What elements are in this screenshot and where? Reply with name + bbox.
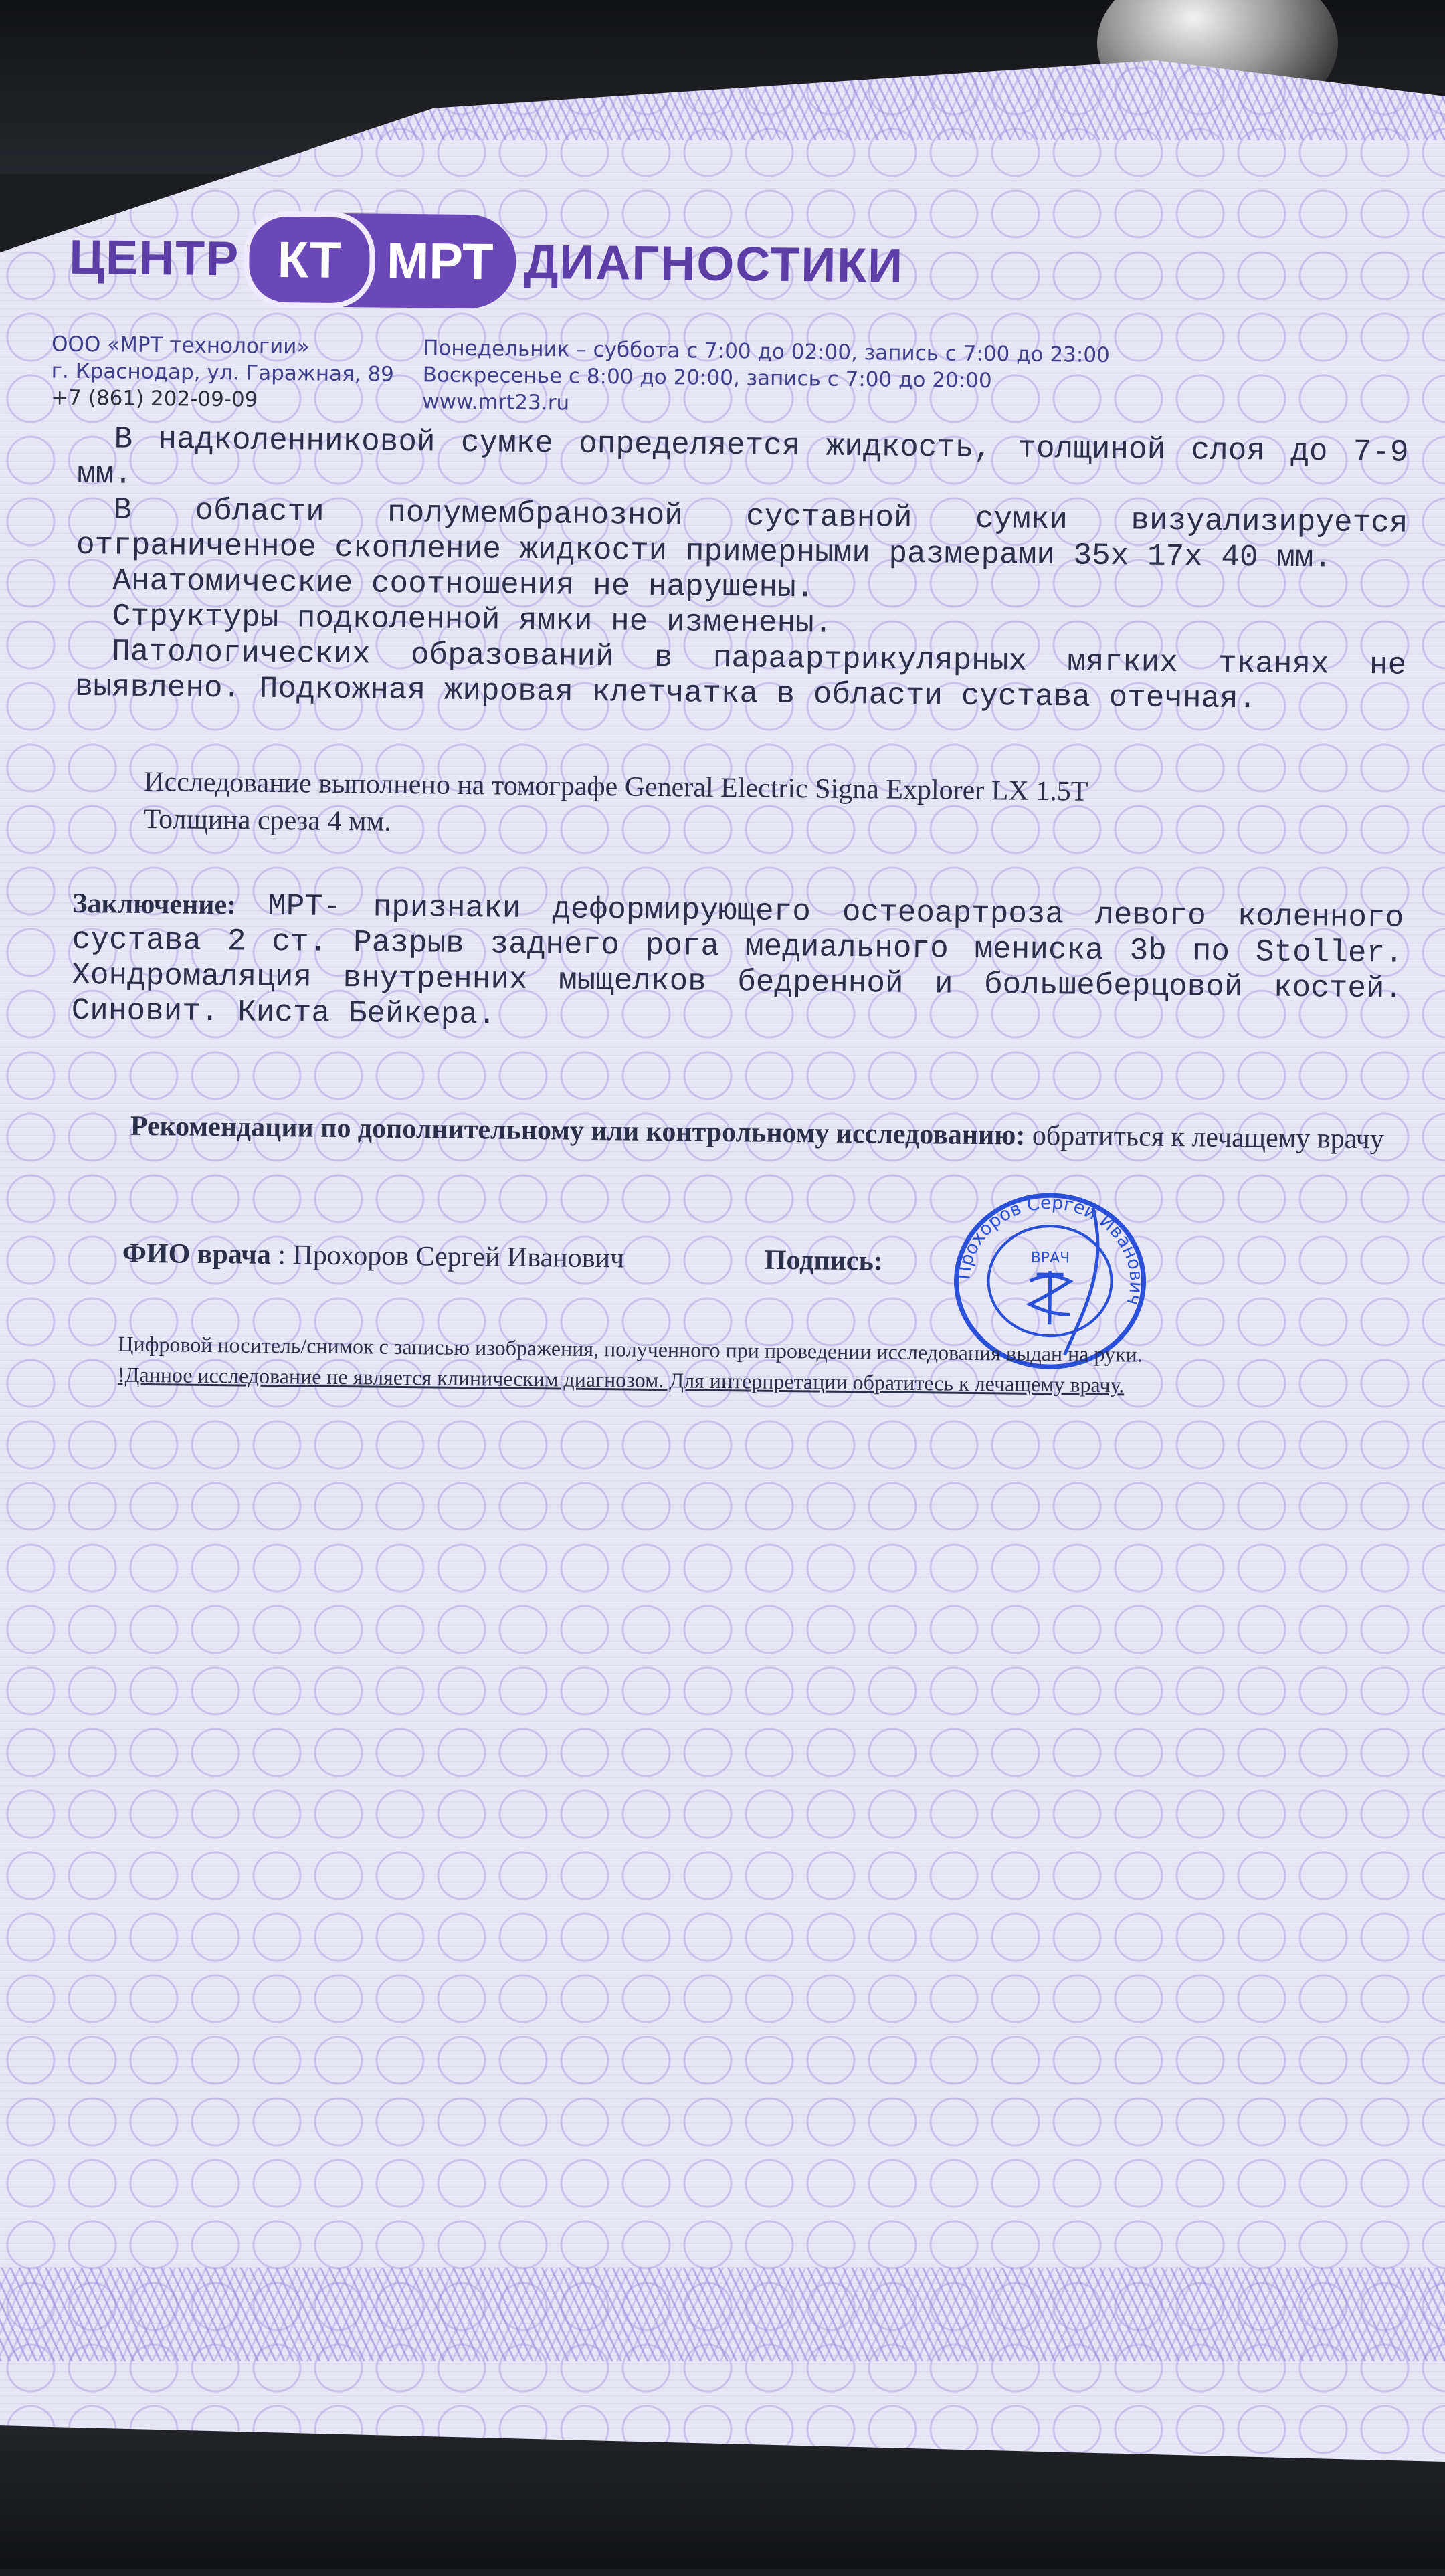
company-phone: +7 (861) 202-09-09 (51, 385, 258, 412)
clinic-hours (422, 334, 1110, 422)
signature-label: Подпись: (764, 1244, 884, 1277)
conclusion-text: МРТ- признаки деформирующего остеоартроза левого коленного сустава 2 ст. Разрыв заднего рога медиального мениска 3b по Stoller. Хондромаляция внутренних мыщелков бедренной и большеберцовой костей. Синовит. Киста Бейкера. (71, 888, 1404, 1033)
logo-word-right: ДИАГНОСТИКИ (524, 235, 904, 293)
doctor-separator: : (270, 1239, 293, 1271)
logo-word-left: ЦЕНТР (69, 230, 240, 286)
stamp-inner-text: ВРАЧ (1030, 1249, 1070, 1267)
logo-pill (247, 213, 516, 309)
logo-pill-text: МРТ (386, 232, 494, 290)
hours-sunday: Воскресенье с 8:00 до 20:00, запись с 7:00 до 20:00 (422, 363, 992, 393)
clinic-logo (69, 207, 904, 316)
slice-line: Толщина среза 4 мм. (143, 803, 391, 837)
footer-notes (118, 1328, 1389, 1403)
doctor-label: ФИО врача (122, 1237, 272, 1270)
findings-block (74, 421, 1408, 719)
scanner-info (143, 763, 1348, 851)
clinic-contacts (51, 330, 394, 414)
logo-ring-text: КТ (277, 231, 341, 289)
company-name: ООО «МРТ технологии» (51, 332, 310, 359)
recommendation-block (130, 1108, 1402, 1159)
footer-line-2: !Данное исследование не является клиническим диагнозом. Для интерпретации обратитесь к лечащему врачу. (117, 1362, 1125, 1397)
finding-paragraph: Структуры подколенной ямки не изменены. (112, 599, 833, 641)
stamp-ring-text: Прохоров Сергей Иванович (953, 1192, 1147, 1308)
recommendation-text: обратиться к лечащему врачу (1032, 1120, 1384, 1155)
company-address: г. Краснодар, ул. Гаражная, 89 (51, 359, 395, 387)
logo-pill-ring (243, 211, 375, 308)
footer-line-1: Цифровой носитель/снимок с записью изображения, полученного при проведении исследования выдан на руки. (118, 1331, 1143, 1367)
finding-paragraph: Анатомические соотношения не нарушены. (112, 563, 815, 606)
finding-paragraph: В области полумембранозной суставной сумки визуализируется отграниченное скопление жидкости примерными размерами 35x 17x 40 мм. (76, 492, 1408, 576)
hours-weekdays: Понедельник – суббота с 7:00 до 02:00, запись с 7:00 до 23:00 (422, 336, 1110, 368)
doctor-name: Прохоров Сергей Иванович (292, 1240, 625, 1274)
conclusion-block (71, 886, 1404, 1043)
caduceus-icon (1030, 1271, 1070, 1325)
website-link: www.mrt23.ru (422, 389, 570, 415)
finding-paragraph: Патологических образований в параартрикулярных мягких тканях не выявлено. Подкожная жировая клетчатка в области сустава отечная. (74, 634, 1407, 717)
conclusion-label: Заключение: (72, 888, 237, 921)
finding-paragraph: В надколенниковой сумке определяется жидкость, толщиной слоя до 7-9 мм. (76, 421, 1409, 492)
scanner-line: Исследование выполнено на томографе General Electric Signa Explorer LX 1.5T (144, 766, 1088, 807)
recommendation-label: Рекомендации по дополнительному или контрольному исследованию: (130, 1110, 1026, 1151)
